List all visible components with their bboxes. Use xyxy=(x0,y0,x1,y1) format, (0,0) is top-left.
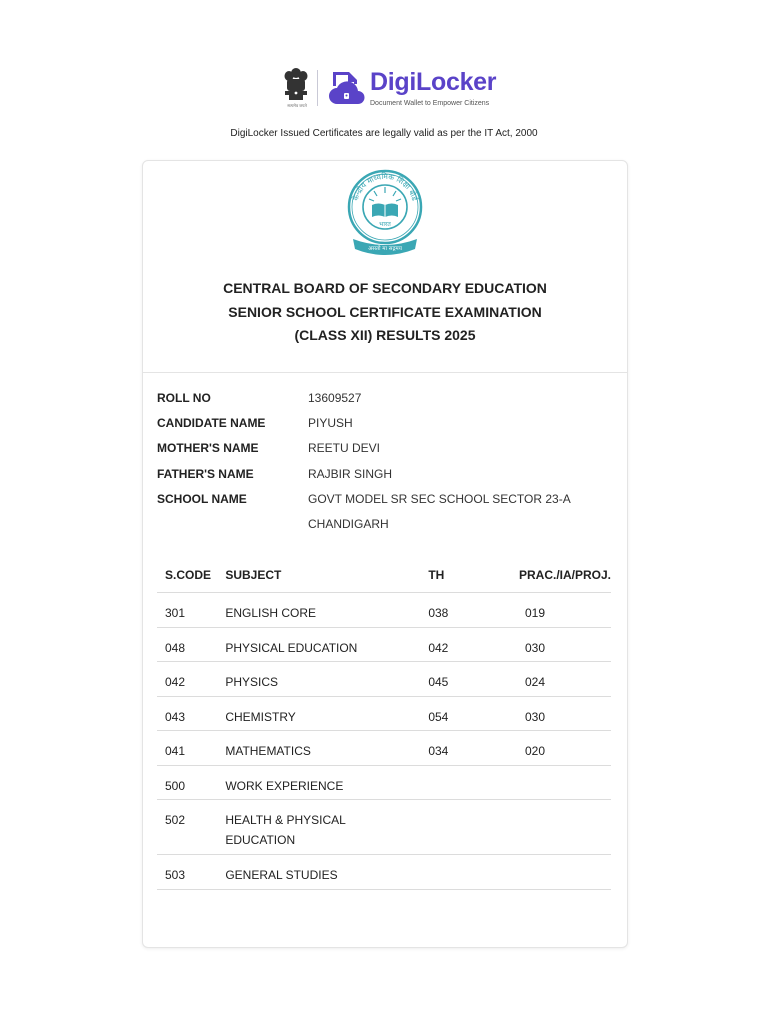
subject-name: PHYSICS xyxy=(225,662,428,697)
seal-ring-text: केन्द्रीय माध्यमिक शिक्षा बोर्ड xyxy=(350,171,420,202)
subject-code: 301 xyxy=(157,593,225,628)
mother-name-value: REETU DEVI xyxy=(308,441,381,455)
emblem-caption: सत्यमेव जयते xyxy=(287,103,307,108)
school-name-value: GOVT MODEL SR SEC SCHOOL SECTOR 23-A CHANDIGARH xyxy=(308,492,571,531)
theory-marks: 054 xyxy=(428,696,477,731)
roll-no-label: ROLL NO xyxy=(157,391,211,405)
subject-name: CHEMISTRY xyxy=(225,696,428,731)
practical-marks: 030 xyxy=(477,696,611,731)
column-header-theory: TH xyxy=(428,558,477,593)
certificate-title xyxy=(143,277,627,348)
certificate-card xyxy=(142,160,628,948)
validity-note: DigiLocker Issued Certificates are legally valid as per the IT Act, 2000 xyxy=(230,128,538,139)
subject-code: 042 xyxy=(157,662,225,697)
table-row xyxy=(157,662,611,697)
theory-marks: 038 xyxy=(428,593,477,628)
cbse-seal-icon xyxy=(345,169,425,259)
certificate-title-line: CENTRAL BOARD OF SECONDARY EDUCATION xyxy=(223,280,547,296)
table-header-row xyxy=(157,558,611,593)
theory-marks xyxy=(428,765,477,800)
column-header-practical: PRAC./IA/PROJ. xyxy=(477,558,611,593)
father-name-value: RAJBIR SINGH xyxy=(308,467,393,481)
practical-marks: 024 xyxy=(477,662,611,697)
roll-no-value: 13609527 xyxy=(308,391,362,405)
table-row xyxy=(157,696,611,731)
header-separator xyxy=(143,372,627,373)
column-header-code: S.CODE xyxy=(157,558,225,593)
table-row xyxy=(157,731,611,766)
table-row xyxy=(157,800,611,855)
practical-marks xyxy=(477,765,611,800)
subject-name: HEALTH & PHYSICAL EDUCATION xyxy=(225,800,428,855)
theory-marks xyxy=(428,800,477,855)
marks-table xyxy=(157,558,611,890)
theory-marks: 042 xyxy=(428,627,477,662)
father-name-label: FATHER'S NAME xyxy=(157,467,254,481)
table-row xyxy=(157,855,611,890)
theory-marks: 034 xyxy=(428,731,477,766)
subject-name: GENERAL STUDIES xyxy=(225,855,428,890)
digilocker-logo xyxy=(280,64,497,114)
theory-marks xyxy=(428,855,477,890)
subject-name: MATHEMATICS xyxy=(225,731,428,766)
table-row xyxy=(157,593,611,628)
school-name-label: SCHOOL NAME xyxy=(157,492,247,506)
table-row xyxy=(157,765,611,800)
logo-divider xyxy=(317,70,318,106)
subject-name: ENGLISH CORE xyxy=(225,593,428,628)
digilocker-tagline: Document Wallet to Empower Citizens xyxy=(370,100,490,107)
seal-banner-text: असतो मा सद्गमय xyxy=(368,246,402,252)
practical-marks: 020 xyxy=(477,731,611,766)
seal-center-text: भारत xyxy=(379,221,391,228)
certificate-title-line: SENIOR SCHOOL CERTIFICATE EXAMINATION xyxy=(228,303,542,320)
subject-code: 048 xyxy=(157,627,225,662)
subject-code: 502 xyxy=(157,800,225,855)
candidate-name-value: PIYUSH xyxy=(308,416,353,430)
subject-name: PHYSICAL EDUCATION xyxy=(225,627,428,662)
digilocker-cloud-icon xyxy=(327,68,365,108)
practical-marks: 030 xyxy=(477,627,611,662)
subject-code: 500 xyxy=(157,765,225,800)
subject-name: WORK EXPERIENCE xyxy=(225,765,428,800)
subject-code: 043 xyxy=(157,696,225,731)
practical-marks xyxy=(477,855,611,890)
subject-code: 041 xyxy=(157,731,225,766)
mother-name-label: MOTHER'S NAME xyxy=(157,441,259,455)
digilocker-wordmark: DigiLocker xyxy=(370,68,497,96)
subject-code: 503 xyxy=(157,855,225,890)
practical-marks: 019 xyxy=(477,593,611,628)
certificate-title-line: (CLASS XII) RESULTS 2025 xyxy=(294,327,476,343)
candidate-name-label: CANDIDATE NAME xyxy=(157,416,266,430)
column-header-subject: SUBJECT xyxy=(225,558,428,593)
theory-marks: 045 xyxy=(428,662,477,697)
practical-marks xyxy=(477,800,611,855)
table-row xyxy=(157,627,611,662)
